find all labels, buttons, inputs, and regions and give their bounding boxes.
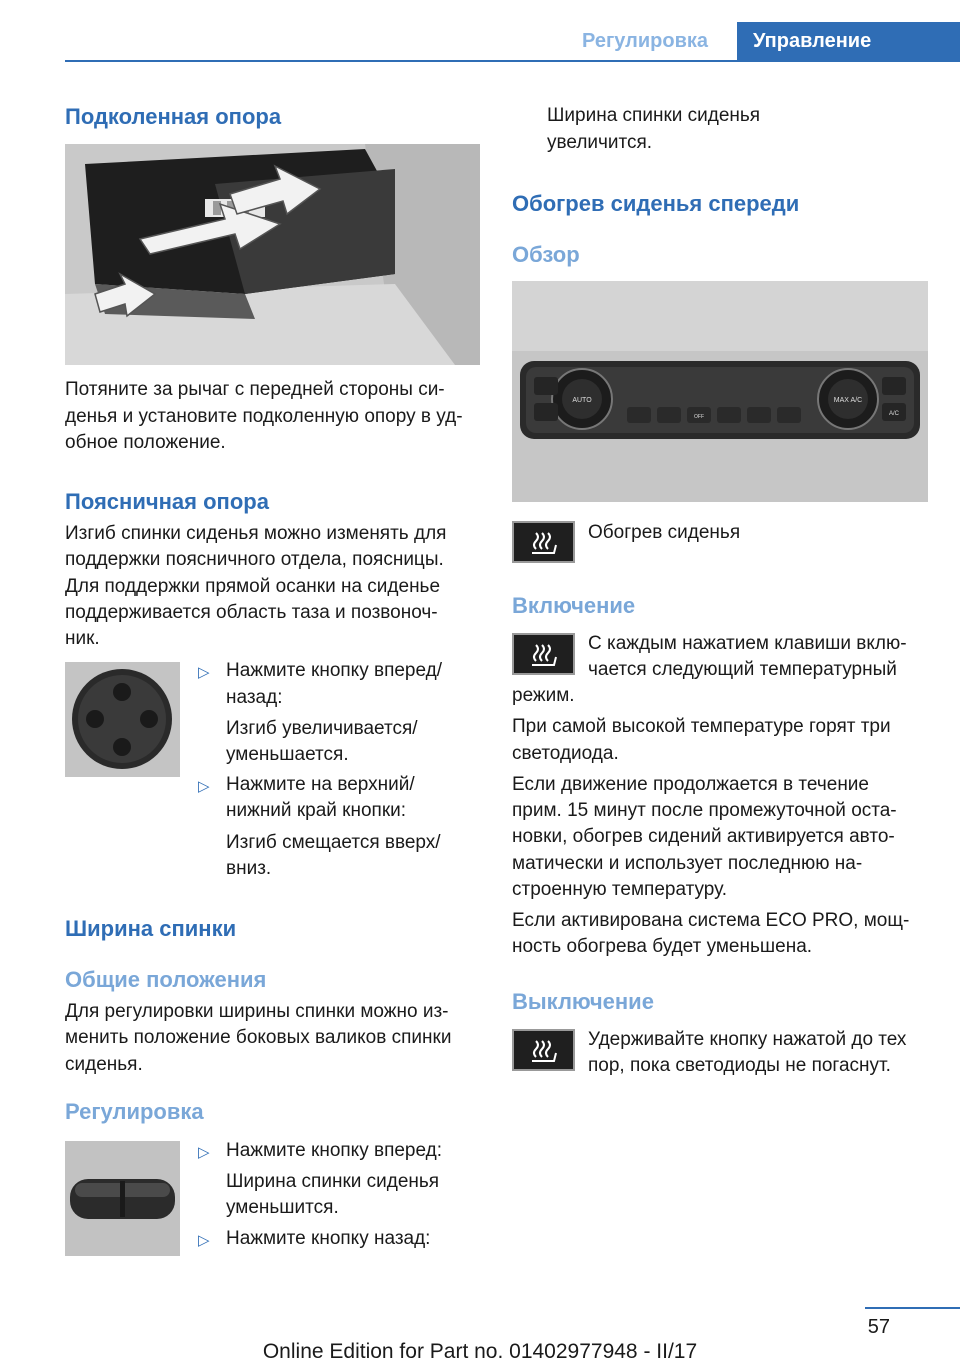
off-label: OFF (694, 414, 704, 420)
text-line: уменьшится. (226, 1197, 339, 1218)
climate-panel-image (512, 281, 928, 502)
footer-rule (865, 1307, 960, 1309)
text-line: Ширина спинки сиденья (547, 105, 761, 126)
text-line: С каждым нажатием клавиши вклю- (588, 633, 907, 654)
text-line: пор, пока светодиоды не погаснут. (588, 1055, 891, 1076)
text-line: Нажмите кнопку назад: (226, 1228, 431, 1249)
text-line: новки, обогрев сидений активируется авто- (512, 826, 895, 847)
text-line: назад: (226, 687, 283, 708)
general-title: Общие положения (65, 967, 267, 992)
text-line: Нажмите на верхний/ (226, 774, 415, 795)
text-line: поддержки поясничного отдела, поясницы. (65, 549, 444, 570)
text-line: Нажмите кнопку вперед: (226, 1140, 443, 1161)
text-line: Если активирована система ECO PRO, мощ- (512, 910, 910, 931)
switch-off-title: Выключение (512, 989, 654, 1014)
text-line: Нажмите кнопку вперед/ (226, 660, 443, 681)
seat-heating-title: Обогрев сиденья спереди (512, 191, 800, 216)
seat-heating-legend: Обогрев сиденья (588, 522, 741, 543)
text-line: вниз. (226, 858, 272, 879)
text-line: ность обогрева будет уменьшена. (512, 936, 813, 957)
text-line: ник. (65, 628, 100, 649)
text-line: Потяните за рычаг с передней стороны си- (65, 379, 445, 400)
overview-title: Обзор (512, 242, 580, 267)
width-button-image (65, 1141, 180, 1256)
backrest-width-title: Ширина спинки (65, 916, 237, 941)
text-line: Если движение продолжается в течение (512, 774, 869, 795)
text-line: поддерживается область таза и позвоноч- (65, 602, 438, 623)
text-line: нижний край кнопки: (226, 800, 407, 821)
text-line: Удерживайте кнопку нажатой до тех (588, 1029, 907, 1050)
seat-heating-icon (512, 1029, 575, 1071)
lumbar-button-image (65, 662, 180, 777)
max-ac-label: MAX A/C (833, 397, 863, 404)
text-line: строенную температуру. (512, 879, 728, 900)
seat-heating-icon (512, 633, 575, 675)
text-line: обное положение. (65, 432, 226, 453)
bullet-icon: ▷ (198, 778, 210, 795)
auto-label: AUTO (572, 397, 592, 404)
edition-note: Online Edition for Part no. 01402977948 - II/17 (262, 1340, 698, 1362)
text-line: режим. (512, 685, 575, 706)
page-number: 57 (867, 1316, 890, 1338)
text-line: денья и установите подколенную опору в уд- (65, 406, 463, 427)
text-line: чается следующий температурный (588, 659, 897, 680)
text-line: Ширина спинки сиденья (226, 1171, 440, 1192)
text-line: Изгиб увеличивается/ (226, 718, 418, 739)
bullet-icon: ▷ (198, 1144, 210, 1161)
text-line: Для поддержки прямой осанки на сиденье (65, 576, 441, 597)
text-line: матически и использует последнюю на- (512, 853, 863, 874)
text-line: увеличится. (547, 132, 653, 153)
header-chapter-tab: Управление (737, 22, 960, 60)
header-rule (65, 60, 960, 62)
text-line: Изгиб спинки сиденья можно изменять для (65, 523, 447, 544)
lumbar-support-title: Поясничная опора (65, 489, 269, 514)
text-line: светодиода. (512, 743, 619, 764)
text-line: прим. 15 минут после промежуточной оста- (512, 800, 897, 821)
ac-label: A/C (888, 411, 900, 417)
text-line: уменьшается. (226, 744, 349, 765)
text-line: Изгиб смещается вверх/ (226, 832, 441, 853)
seat-heating-icon (512, 521, 575, 563)
switch-on-title: Включение (512, 593, 636, 618)
header-section-label: Регулировка (581, 30, 708, 52)
bullet-icon: ▷ (198, 1232, 210, 1249)
bullet-icon: ▷ (198, 664, 210, 681)
text-line: Для регулировки ширины спинки можно из- (65, 1001, 449, 1022)
text-line: менить положение боковых валиков спинки (65, 1027, 452, 1048)
knee-support-illustration (65, 144, 480, 365)
text-line: сиденья. (65, 1054, 143, 1075)
adjust-title: Регулировка (65, 1099, 204, 1124)
text-line: При самой высокой температуре горят три (512, 716, 891, 737)
knee-support-title: Подколенная опора (65, 104, 282, 129)
